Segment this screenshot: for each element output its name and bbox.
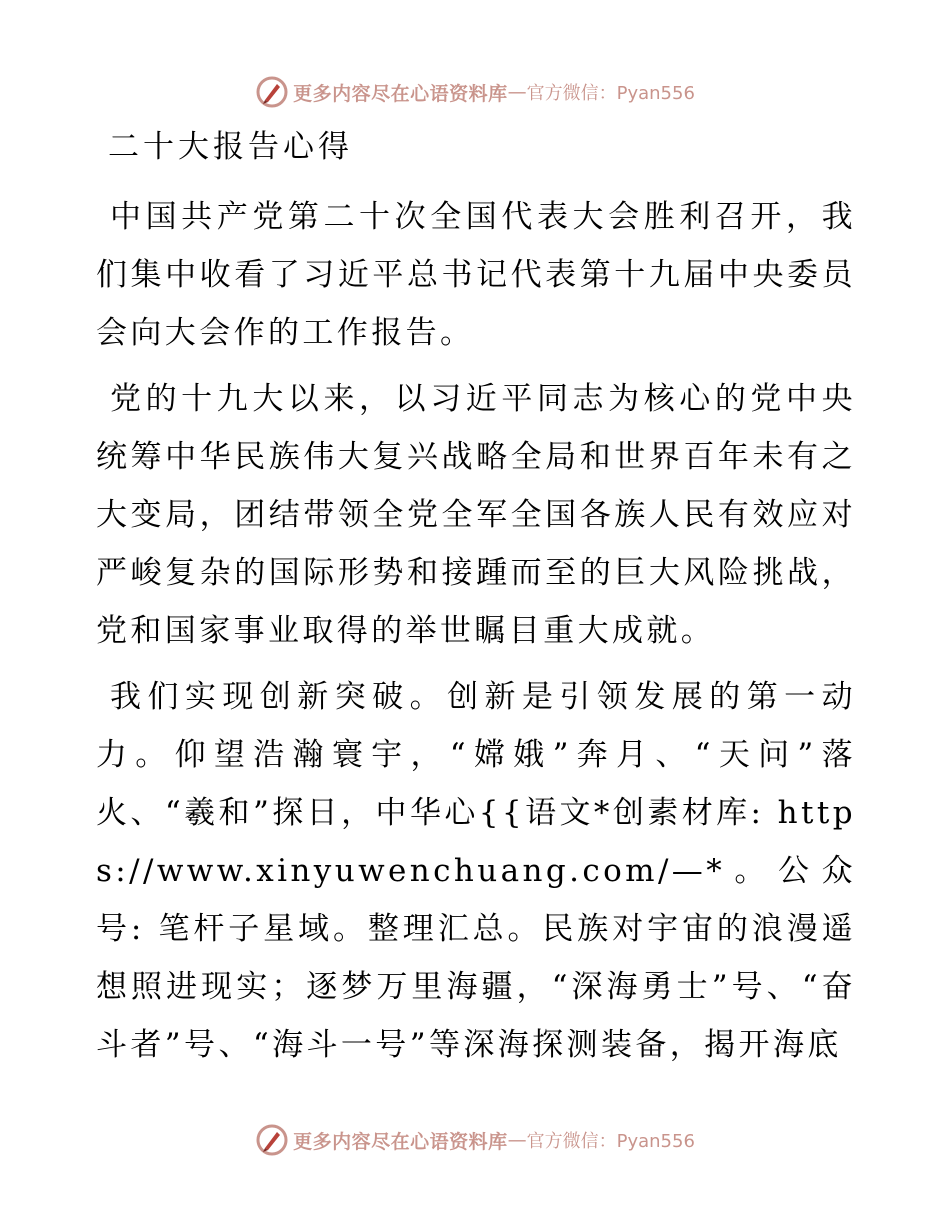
document-body	[96, 122, 856, 1082]
document-title: 二十大报告心得	[108, 129, 353, 165]
footer-watermark	[0, 1120, 950, 1160]
watermark-separator: —	[507, 81, 527, 103]
paragraph-3: 我们实现创新突破。创新是引领发展的第一动力。仰望浩瀚寰宇，“嫦娥”奔月、“天问”落火、“羲和”探日，中华心{{语文*创素材库: https://www.xinyuwenchuang.com/—*。公众号: 笔杆子星域。整理汇总。民族对宇宙的浪漫遥想照进现实；逐梦万里海疆，“深海勇士”号、“奋斗者”号、“海斗一号”等深海探测装备，揭开海底	[96, 679, 856, 1063]
watermark-wechat-text: 官方微信：Pyan556	[526, 1131, 695, 1152]
watermark-wechat-text: 官方微信：Pyan556	[526, 83, 695, 104]
watermark-main-text: 更多内容尽在心语资料库	[293, 82, 508, 105]
watermark-separator: —	[507, 1129, 527, 1151]
paragraph-1: 中国共产党第二十次全国代表大会胜利召开，我们集中收看了习近平总书记代表第十九届中央委员会向大会作的工作报告。	[96, 199, 856, 351]
quill-pen-logo-icon	[255, 75, 289, 109]
watermark-main-text: 更多内容尽在心语资料库	[293, 1130, 508, 1153]
quill-pen-logo-icon	[255, 1123, 289, 1157]
paragraph-2: 党的十九大以来，以习近平同志为核心的党中央统筹中华民族伟大复兴战略全局和世界百年未有之大变局，团结带领全党全军全国各族人民有效应对严峻复杂的国际形势和接踵而至的巨大风险挑战，党和国家事业取得的举世瞩目重大成就。	[96, 381, 856, 649]
header-watermark	[0, 72, 950, 112]
